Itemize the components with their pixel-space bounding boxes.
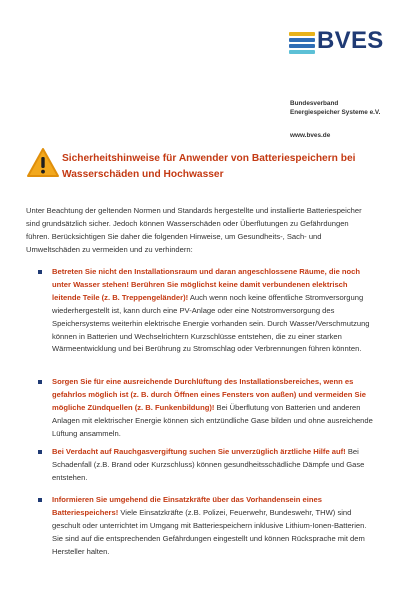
logo-text: BVES: [317, 27, 384, 54]
document-title: Sicherheitshinweise für Anwender von Batteriespeichern bei Wasserschäden und Hochwasser: [62, 153, 356, 180]
bullet-emphasis: Betreten Sie nicht den Installationsraum und daran angeschlossene Räume, die noch unter Wasser stehen! Berühren Sie möglichst keine damit verbundenen elektrisch leitende Teile (z. B. Treppengeländer)!: [52, 267, 361, 302]
list-item: [52, 376, 377, 441]
organization-name: [290, 100, 380, 117]
bullet-icon: [38, 498, 42, 502]
organization-line-2: Energiespeicher Systeme e.V.: [290, 108, 381, 116]
bullet-emphasis: Bei Verdacht auf Rauchgasvergiftung suchen Sie unverzüglich ärztliche Hilfe auf!: [52, 447, 346, 456]
organization-line-1: Bundesverband: [290, 100, 339, 107]
list-item: [52, 266, 377, 356]
bullet-text: Bei Überflutung von Batterien und anderen Anlagen mit elektrischer Energie können sich entzündliche Gase bilden und ohne ausreichende Lüftung ansammeln.: [52, 402, 373, 438]
bullet-text: Viele Einsatzkräfte (z.B. Polizei, Feuerwehr, Bundeswehr, THW) sind geschult oder unterrichtet im Umgang mit Batteriespeichern inklusive Lithium-Ionen-Batterien. Sie sind auf die entsprechenden Gefährdungen eingestellt und können Rücksprache mit dem Hersteller halten.: [52, 507, 367, 556]
bves-logo: [289, 27, 384, 54]
logo-bar: [289, 38, 315, 42]
warning-icon: [26, 147, 60, 179]
bullet-icon: [38, 270, 42, 274]
bullet-icon: [38, 380, 42, 384]
bullet-text: Bei Schadenfall (z.B. Brand oder Kurzschluss) können gesundheitsschädliche Dämpfe und Gase entstehen.: [52, 447, 365, 482]
logo-bars-icon: [289, 32, 315, 56]
website-link[interactable]: www.bves.de: [290, 132, 331, 139]
bullet-emphasis: Informieren Sie umgehend die Einsatzkräfte über das Vorhandensein eines Batteriespeichers!: [52, 495, 322, 517]
intro-paragraph: Unter Beachtung der geltenden Normen und Standards hergestellte und installierte Batteriespeicher sind grundsätzlich sicher. Jedoch können Wasserschäden oder Überflutungen zu Gefährdungen führen. Berücksichtigen Sie daher die folgenden Hinweise, um Gesundheits-, Sach- und Umweltschäden zu vermeiden und zu verhindern:: [26, 206, 362, 254]
list-item: [52, 494, 377, 559]
bullet-icon: [38, 450, 42, 454]
list-item: [52, 446, 377, 485]
bullet-emphasis: Sorgen Sie für eine ausreichende Durchlüftung des Installationsbereiches, wenn es gefahrlos möglich ist (z. B. durch Öffnen eines Fensters von außen) und vermeiden Sie mögliche Zündquellen (z. B. Funkenbildung)!: [52, 377, 366, 412]
logo-bar: [289, 50, 315, 54]
logo-bar: [289, 44, 315, 48]
bullet-text: Auch wenn noch keine öffentliche Stromversorgung wiederhergestellt ist, kann durch eine PV-Anlage oder eine Notstromversorgung des Speichersystems weiterhin elektrische Energie vorhanden sein. Durch Wasser/Verschmutzung können in Batterien und Wechselrichtern Kurzschlüsse entstehen, die zu einer starken Wärmeentwicklung und bei Berührung zu Stromschlag oder Verbrennungen führen könnten.: [52, 292, 370, 354]
logo-bar: [289, 32, 315, 36]
